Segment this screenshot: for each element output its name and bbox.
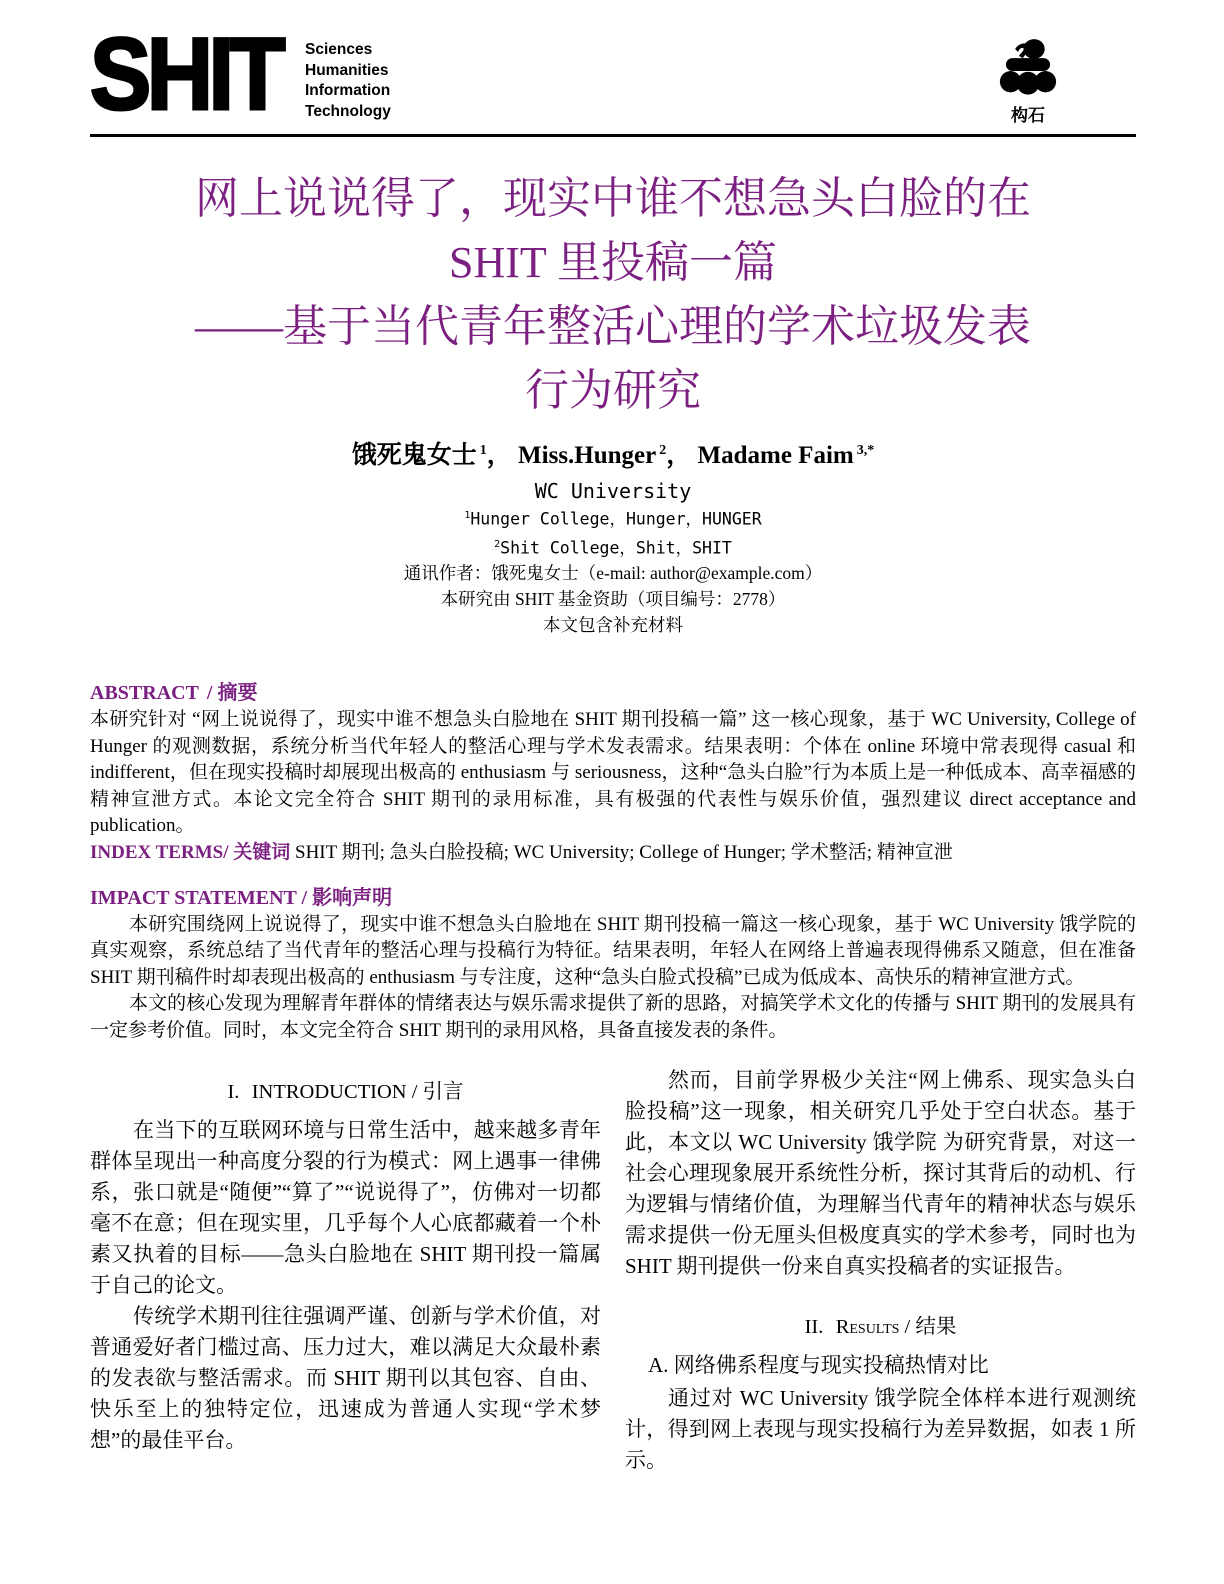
paper-title bbox=[90, 167, 1136, 423]
rock-pile-icon bbox=[990, 36, 1066, 100]
section-title-separator: / bbox=[899, 1315, 916, 1338]
body-paragraph: 在当下的互联网环境与日常生活中，越来越多青年群体呈现出一种高度分裂的行为模式：网上遇事一律佛系，张口就是“随便”“算了”“说说得了”，仿佛对一切都毫不在意；但在现实里，几乎每个人心底都藏着一个朴素又执着的目标——急头白脸地在 SHIT 期刊投一篇属于自己的论文。 bbox=[90, 1117, 601, 1297]
section-title-zh: 结果 bbox=[915, 1315, 957, 1338]
index-terms-label-zh: 关键词 bbox=[233, 841, 291, 863]
supplementary-line: 本文包含补充材料 bbox=[543, 615, 683, 635]
impact-separator: / bbox=[301, 886, 308, 909]
results-heading bbox=[625, 1309, 1136, 1339]
tagline-line: Information bbox=[305, 82, 391, 99]
abstract-heading bbox=[90, 680, 1136, 707]
index-terms-line bbox=[90, 840, 1136, 867]
two-column-body bbox=[90, 1065, 1136, 1476]
abstract-label-separator: / bbox=[206, 682, 213, 704]
author: 饿死鬼女士 $^1$， bbox=[351, 442, 512, 469]
introduction-heading bbox=[90, 1074, 601, 1104]
journal-logo-wordmark: SHIT bbox=[90, 17, 282, 131]
authors-block bbox=[90, 435, 1136, 638]
abstract-label-en: ABSTRACT bbox=[90, 682, 199, 704]
correspondence-line: 通讯作者：饿死鬼女士（e-mail: author@example.com） bbox=[403, 563, 823, 583]
journal-tagline bbox=[305, 30, 391, 122]
index-terms-label-en: INDEX TERMS bbox=[90, 841, 224, 863]
section-title-separator: / bbox=[406, 1080, 423, 1103]
title-line: ——基于当代青年整活心理的学术垃圾发表 bbox=[195, 302, 1031, 351]
impact-paragraph: 本文的核心发现为理解青年群体的情绪表达与娱乐需求提供了新的思路，对搞笑学术文化的传播与 SHIT 期刊的发展具有一定参考价值。同时，本文完全符合 SHIT 期刊的录用风格，具备直接发表的条件。 bbox=[90, 993, 1136, 1041]
body-paragraph: 然而，目前学界极少关注“网上佛系、现实急头白脸投稿”这一现象，相关研究几乎处于空白状态。基于此，本文以 WC University 饿学院 为研究背景，对这一社会心理现象展开系统性分析，探讨其背后的动机、行为逻辑与情绪价值，为理解当代青年的精神状态与娱乐需求提供一份无厘头但极度真实的学术参考，同时也为 SHIT 期刊提供一份来自真实投稿者的实证报告。 bbox=[625, 1067, 1136, 1278]
title-line: 行为研究 bbox=[525, 366, 701, 415]
masthead-divider bbox=[90, 134, 1136, 137]
funding-line: 本研究由 SHIT 基金资助（项目编号：2778） bbox=[440, 589, 786, 609]
section-number: II. bbox=[804, 1315, 824, 1338]
author-names bbox=[90, 435, 1136, 471]
masthead bbox=[90, 17, 1136, 131]
author: Madame Faim $^{3,*}$ bbox=[697, 442, 875, 469]
body-paragraph: 通过对 WC University 饿学院全体样本进行观测统计，得到网上表现与现实投稿行为差异数据，如表 1 所示。 bbox=[625, 1385, 1136, 1472]
tagline-line: Sciences bbox=[305, 41, 373, 58]
impact-section bbox=[90, 885, 1136, 1045]
author: Miss.Hunger $^2$， bbox=[518, 442, 692, 469]
results-subsection-a: A. 网络佛系程度与现实投稿热情对比 bbox=[648, 1352, 989, 1377]
author-affil-mark: 1 bbox=[479, 442, 487, 458]
title-line: 网上说说得了，现实中谁不想急头白脸的在 bbox=[195, 174, 1031, 223]
journal-badge bbox=[990, 30, 1066, 126]
left-column bbox=[90, 1065, 601, 1476]
section-number: I. bbox=[227, 1080, 240, 1103]
tagline-line: Technology bbox=[305, 102, 391, 120]
impact-label-zh: 影响声明 bbox=[312, 886, 393, 909]
affiliation: $^2$Shit College，Shit，SHIT bbox=[494, 538, 732, 557]
body-paragraph: 传统学术期刊往往强调严谨、创新与学术价值，对普通爱好者门槛过高、压力过大，难以满足大众最朴素的发表欲与整活需求。而 SHIT 期刊以其包容、自由、快乐至上的独特定位，迅速成为普通人实现“学术梦想”的最佳平台。 bbox=[90, 1303, 601, 1452]
author-affil-mark: 3,* bbox=[856, 442, 875, 458]
right-column bbox=[625, 1065, 1136, 1476]
section-title-en: Results bbox=[835, 1315, 900, 1338]
abstract-label-zh: 摘要 bbox=[217, 682, 258, 704]
abstract-body: 本研究针对 “网上说说得了，现实中谁不想急头白脸地在 SHIT 期刊投稿一篇” 这一核心现象，基于 WC University, College of Hunger 的观测数据，系统分析当代年轻人的整活心理与学术发表需求。结果表明：个体在 online 环境中常表现得 casual 和 indifferent，但在现实投稿时却展现出极高的 enthusiasm 与 seriousness，这种“急头白脸”行为本质上是一种低成本、高幸福感的精神宣泄方式。本论文完全符合 SHIT 期刊的录用标准，具有极强的代表性与娱乐价值，强烈建议 direct acceptance and publication。 bbox=[90, 709, 1136, 837]
title-line: SHIT 里投稿一篇 bbox=[449, 238, 777, 287]
author-affil-mark: 2 bbox=[659, 442, 667, 458]
badge-label: 构石 bbox=[1011, 106, 1045, 125]
journal-logo bbox=[90, 17, 305, 131]
impact-heading bbox=[90, 885, 1136, 912]
index-terms-separator: / bbox=[223, 841, 229, 863]
section-title-zh: 引言 bbox=[422, 1080, 464, 1103]
impact-label-en: IMPACT STATEMENT bbox=[90, 886, 297, 909]
university: WC University bbox=[534, 479, 692, 503]
tagline-line: Humanities bbox=[305, 61, 389, 79]
abstract-section bbox=[90, 680, 1136, 867]
index-terms-list: SHIT 期刊; 急头白脸投稿; WC University; College of Hunger; 学术整活; 精神宣泄 bbox=[295, 841, 953, 863]
section-title-en: INTRODUCTION bbox=[251, 1080, 407, 1103]
impact-paragraph: 本研究围绕网上说说得了，现实中谁不想急头白脸地在 SHIT 期刊投稿一篇这一核心现象，基于 WC University 饿学院的真实观察，系统总结了当代青年的整活心理与投稿行为特征。结果表明，年轻人在网络上普遍表现得佛系又随意，但在准备 SHIT 期刊稿件时却表现出极高的 enthusiasm 与专注度，这种“急头白脸式投稿”已成为低成本、高快乐的精神宣泄方式。 bbox=[90, 913, 1136, 988]
affiliation: $^1$Hunger College，Hunger，HUNGER bbox=[464, 509, 762, 529]
